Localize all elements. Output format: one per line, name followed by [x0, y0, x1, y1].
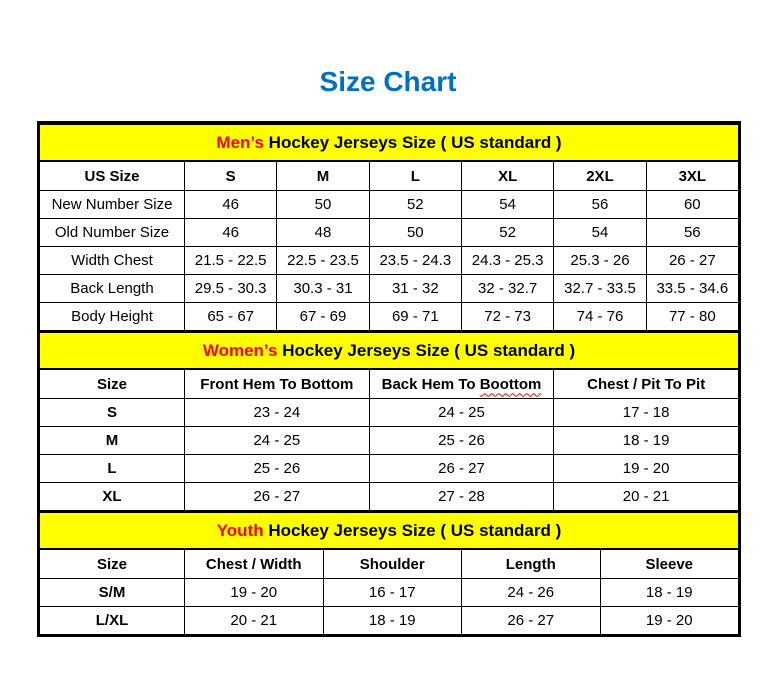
- row-label: Width Chest: [40, 247, 185, 275]
- misspelled-col-before: Back Hem To: [381, 375, 480, 393]
- table-row: [40, 191, 739, 219]
- womens-col-header: Front Hem To Bottom: [185, 369, 370, 399]
- cell-value: 18 - 19: [600, 579, 739, 607]
- cell-value: 56: [646, 219, 738, 247]
- cell-value: 24 - 26: [462, 579, 601, 607]
- mens-col-header: 2XL: [554, 161, 646, 191]
- cell-value: 23 - 24: [185, 399, 370, 427]
- cell-value: 26 - 27: [185, 483, 370, 511]
- womens-header-row: [40, 369, 739, 399]
- cell-value: 69 - 71: [369, 303, 461, 331]
- row-label: S/M: [40, 579, 185, 607]
- row-label: L/XL: [40, 607, 185, 635]
- cell-value: 46: [185, 219, 277, 247]
- cell-value: 54: [461, 191, 553, 219]
- youth-col-header: Shoulder: [323, 549, 462, 579]
- cell-value: 52: [461, 219, 553, 247]
- mens-section-title-rest: Hockey Jerseys Size ( US standard ): [263, 132, 562, 152]
- table-row: [40, 275, 739, 303]
- cell-value: 20 - 21: [554, 483, 739, 511]
- youth-col-header: Length: [462, 549, 601, 579]
- cell-value: 56: [554, 191, 646, 219]
- misspelled-word: Boottom: [479, 375, 542, 393]
- table-row: [40, 483, 739, 511]
- size-chart-tables: [37, 121, 741, 637]
- cell-value: 60: [646, 191, 738, 219]
- womens-section-title: [40, 332, 739, 369]
- mens-col-header: M: [277, 161, 369, 191]
- mens-section-title-highlight: Men’s: [216, 132, 264, 152]
- cell-value: 33.5 - 34.6: [646, 275, 738, 303]
- cell-value: 26 - 27: [462, 607, 601, 635]
- cell-value: 50: [277, 191, 369, 219]
- cell-value: 29.5 - 30.3: [185, 275, 277, 303]
- page-title: Size Chart: [319, 66, 457, 97]
- cell-value: 48: [277, 219, 369, 247]
- table-row: [40, 399, 739, 427]
- cell-value: 20 - 21: [185, 607, 324, 635]
- womens-col-header: Size: [40, 369, 185, 399]
- cell-value: 21.5 - 22.5: [185, 247, 277, 275]
- cell-value: 65 - 67: [185, 303, 277, 331]
- cell-value: 19 - 20: [185, 579, 324, 607]
- cell-value: 23.5 - 24.3: [369, 247, 461, 275]
- cell-value: 19 - 20: [600, 607, 739, 635]
- cell-value: 25.3 - 26: [554, 247, 646, 275]
- cell-value: 72 - 73: [461, 303, 553, 331]
- row-label: Body Height: [40, 303, 185, 331]
- youth-col-header: Sleeve: [600, 549, 739, 579]
- mens-col-header: US Size: [40, 161, 185, 191]
- table-row: [40, 427, 739, 455]
- mens-section-title: [40, 124, 739, 161]
- cell-value: 30.3 - 31: [277, 275, 369, 303]
- cell-value: 26 - 27: [646, 247, 738, 275]
- cell-value: 27 - 28: [369, 483, 554, 511]
- cell-value: 17 - 18: [554, 399, 739, 427]
- cell-value: 25 - 26: [369, 427, 554, 455]
- row-label: New Number Size: [40, 191, 185, 219]
- cell-value: 26 - 27: [369, 455, 554, 483]
- cell-value: 16 - 17: [323, 579, 462, 607]
- mens-col-header: XL: [461, 161, 553, 191]
- table-row: [40, 607, 739, 635]
- cell-value: 22.5 - 23.5: [277, 247, 369, 275]
- mens-section-title-row: [40, 124, 739, 161]
- cell-value: 77 - 80: [646, 303, 738, 331]
- row-label: XL: [40, 483, 185, 511]
- row-label: Back Length: [40, 275, 185, 303]
- table-row: [40, 455, 739, 483]
- youth-section-title-rest: Hockey Jerseys Size ( US standard ): [263, 520, 562, 540]
- womens-section-title-row: [40, 332, 739, 369]
- row-label: S: [40, 399, 185, 427]
- youth-header-row: [40, 549, 739, 579]
- cell-value: 24 - 25: [185, 427, 370, 455]
- cell-value: 54: [554, 219, 646, 247]
- mens-col-header: 3XL: [646, 161, 738, 191]
- mens-col-header: S: [185, 161, 277, 191]
- mens-size-table: [39, 123, 739, 331]
- youth-size-table: [39, 511, 739, 635]
- row-label: M: [40, 427, 185, 455]
- youth-section-title-row: [40, 512, 739, 549]
- mens-header-row: [40, 161, 739, 191]
- table-row: [40, 303, 739, 331]
- cell-value: 74 - 76: [554, 303, 646, 331]
- cell-value: 18 - 19: [323, 607, 462, 635]
- table-row: [40, 247, 739, 275]
- cell-value: 50: [369, 219, 461, 247]
- cell-value: 24.3 - 25.3: [461, 247, 553, 275]
- cell-value: 46: [185, 191, 277, 219]
- cell-value: 25 - 26: [185, 455, 370, 483]
- womens-col-header: Chest / Pit To Pit: [554, 369, 739, 399]
- row-label: Old Number Size: [40, 219, 185, 247]
- cell-value: 24 - 25: [369, 399, 554, 427]
- cell-value: 32.7 - 33.5: [554, 275, 646, 303]
- youth-section-title: [40, 512, 739, 549]
- cell-value: 52: [369, 191, 461, 219]
- mens-col-header: L: [369, 161, 461, 191]
- row-label: L: [40, 455, 185, 483]
- womens-section-title-rest: Hockey Jerseys Size ( US standard ): [277, 340, 576, 360]
- youth-section-title-highlight: Youth: [216, 520, 264, 540]
- cell-value: 32 - 32.7: [461, 275, 553, 303]
- table-row: [40, 219, 739, 247]
- cell-value: 18 - 19: [554, 427, 739, 455]
- womens-section-title-highlight: Women’s: [202, 340, 278, 360]
- table-row: [40, 579, 739, 607]
- womens-col-header-misspelled: [369, 369, 554, 399]
- youth-col-header: Size: [40, 549, 185, 579]
- cell-value: 67 - 69: [277, 303, 369, 331]
- womens-size-table: [39, 331, 739, 511]
- cell-value: 31 - 32: [369, 275, 461, 303]
- youth-col-header: Chest / Width: [185, 549, 324, 579]
- cell-value: 19 - 20: [554, 455, 739, 483]
